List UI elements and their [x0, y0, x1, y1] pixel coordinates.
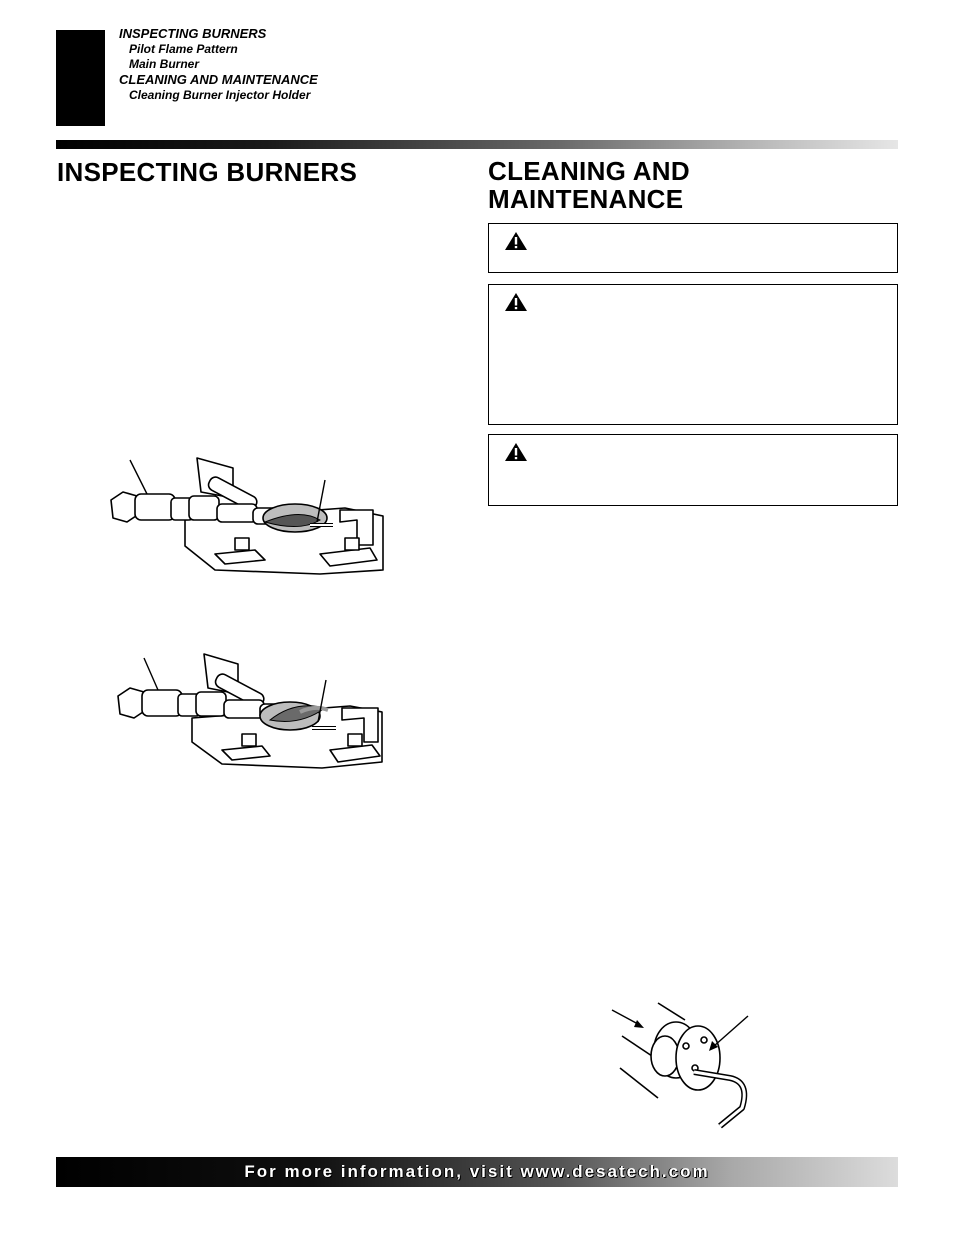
toc-heading-cleaning-maintenance: CLEANING AND MAINTENANCE: [119, 72, 318, 87]
toc-heading-inspecting-burners: INSPECTING BURNERS: [119, 26, 267, 41]
toc-item-pilot-flame-pattern: Pilot Flame Pattern: [129, 42, 238, 56]
warning-box-2: [488, 284, 898, 425]
warning-box-1: [488, 223, 898, 273]
cleaning-maintenance-title-line2: MAINTENANCE: [488, 184, 684, 214]
warning-icon: [504, 292, 528, 312]
header-rule: [56, 140, 898, 149]
toc-item-cleaning-injector-holder: Cleaning Burner Injector Holder: [129, 88, 311, 102]
inspecting-burners-title: INSPECTING BURNERS: [57, 157, 358, 187]
warning-icon: [504, 442, 528, 462]
injector-holder-illustration: [610, 998, 770, 1128]
section-contents: [119, 26, 318, 103]
toc-item-main-burner: Main Burner: [129, 57, 200, 71]
pilot-assembly-illustration: [105, 450, 390, 575]
cleaning-maintenance-title-line1: CLEANING AND: [488, 156, 690, 186]
warning-box-3: [488, 434, 898, 506]
section-tab-block: [56, 30, 105, 126]
pilot-assembly-illustration-2: [110, 650, 395, 770]
cleaning-maintenance-title: [488, 157, 690, 213]
warning-icon: [504, 231, 528, 251]
footer-text: For more information, visit www.desatech.com: [244, 1162, 710, 1181]
footer-banner: [56, 1157, 898, 1187]
